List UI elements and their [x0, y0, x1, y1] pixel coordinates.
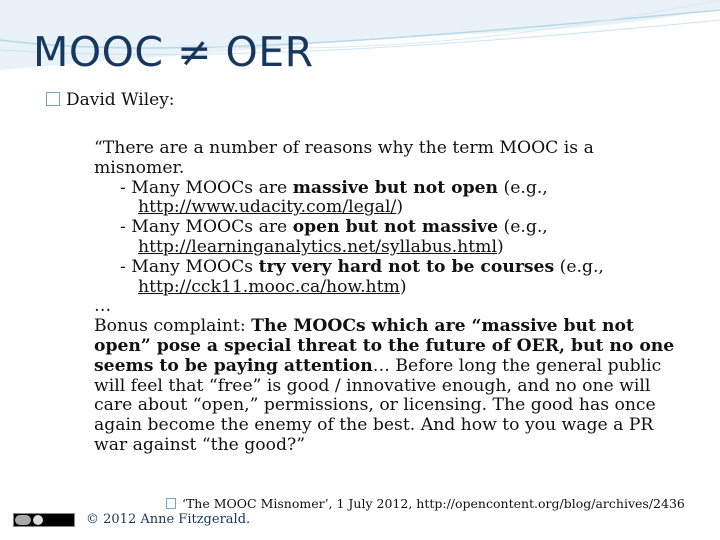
- slide-title: MOOC ≠ OER: [33, 28, 314, 76]
- quote-item-2: - Many MOOCs are open but not massive (e.g.,: [120, 217, 548, 238]
- footnote-text: ‘The MOOC Misnomer’, 1 July 2012, http://opencontent.org/blog/archives/2436: [182, 496, 685, 511]
- speaker-name: David Wiley:: [66, 90, 175, 110]
- quote-item-1-link-line: http://www.udacity.com/legal/): [138, 197, 404, 218]
- cck11-link[interactable]: http://cck11.mooc.ca/how.htm: [138, 276, 400, 297]
- cc-by-icon: [33, 515, 43, 525]
- quote-item-3: - Many MOOCs try very hard not to be courses (e.g.,: [120, 256, 604, 277]
- bullet-icon: [46, 92, 60, 106]
- udacity-link[interactable]: http://www.udacity.com/legal/: [138, 197, 397, 218]
- quote-item-1: - Many MOOCs are massive but not open (e.g.,: [120, 177, 548, 198]
- quote-bonus: Bonus complaint: The MOOCs which are “massive but not open” pose a special threat to the future of OER, but no one seems to be paying attention… Before long the general public will feel that “free” is good / innovative enough, and no one will care about “open,” permissions, or licensing. The good has once again become the enemy of the best. And how to you wage a PR war against “the good?”: [94, 316, 675, 455]
- quote-intro: “There are a number of reasons why the term MOOC is a misnomer.: [94, 138, 594, 178]
- speaker-bullet: [46, 90, 175, 110]
- footnote: [166, 496, 685, 511]
- quote-ellipsis: …: [94, 296, 112, 317]
- footnote-bullet-icon: [166, 498, 176, 509]
- quote-block: [94, 139, 679, 456]
- quote-item-2-link-line: http://learninganalytics.net/syllabus.html): [138, 236, 504, 257]
- cc-logo-icon: [15, 515, 31, 525]
- creative-commons-badge-icon: [13, 513, 75, 527]
- quote-item-3-link-line: http://cck11.mooc.ca/how.htm): [138, 276, 407, 297]
- copyright-notice: © 2012 Anne Fitzgerald.: [86, 512, 251, 527]
- learninganalytics-link[interactable]: http://learninganalytics.net/syllabus.html: [138, 236, 497, 257]
